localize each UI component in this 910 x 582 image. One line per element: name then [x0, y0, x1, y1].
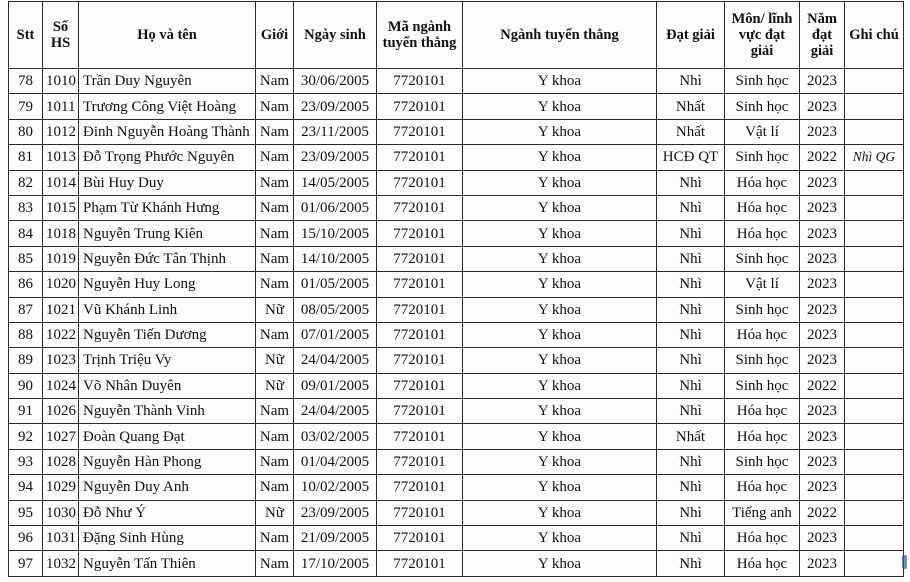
cell-ma-nganh: 7720101 [377, 551, 463, 576]
cell-so-hs: 1013 [43, 145, 79, 170]
cell-gioi: Nam [256, 119, 294, 144]
table-row [9, 424, 904, 449]
cell-ho-ten: Nguyễn Thành Vinh [79, 399, 256, 424]
cell-ghi-chu [845, 551, 904, 576]
cell-nganh: Y khoa [463, 145, 657, 170]
cell-so-hs: 1029 [43, 475, 79, 500]
cell-ma-nganh: 7720101 [377, 449, 463, 474]
cell-nganh: Y khoa [463, 322, 657, 347]
cell-nganh: Y khoa [463, 399, 657, 424]
cell-nganh: Y khoa [463, 475, 657, 500]
cell-ma-nganh: 7720101 [377, 373, 463, 398]
cell-nganh: Y khoa [463, 69, 657, 94]
cell-ma-nganh: 7720101 [377, 526, 463, 551]
cell-ghi-chu [845, 373, 904, 398]
table-row [9, 551, 904, 576]
cell-gioi: Nam [256, 399, 294, 424]
cell-ho-ten: Đỗ Như Ý [79, 500, 256, 525]
cell-ho-ten: Nguyễn Duy Anh [79, 475, 256, 500]
cell-dat-giai: Nhì [657, 272, 725, 297]
cell-ho-ten: Nguyễn Đức Tân Thịnh [79, 246, 256, 271]
cell-ho-ten: Bùi Huy Duy [79, 170, 256, 195]
cell-stt: 91 [9, 399, 43, 424]
cell-nam: 2023 [800, 399, 845, 424]
cell-ho-ten: Đinh Nguyễn Hoàng Thành [79, 119, 256, 144]
cell-so-hs: 1027 [43, 424, 79, 449]
cell-so-hs: 1019 [43, 246, 79, 271]
scan-edge-mark [902, 555, 907, 569]
cell-mon: Vật lí [725, 272, 800, 297]
cell-stt: 84 [9, 221, 43, 246]
cell-gioi: Nam [256, 69, 294, 94]
cell-so-hs: 1011 [43, 94, 79, 119]
cell-mon: Hóa học [725, 424, 800, 449]
cell-ngay-sinh: 23/09/2005 [294, 500, 377, 525]
cell-ngay-sinh: 15/10/2005 [294, 221, 377, 246]
cell-mon: Sinh học [725, 94, 800, 119]
cell-nam: 2023 [800, 119, 845, 144]
table-row [9, 475, 904, 500]
cell-nam: 2023 [800, 551, 845, 576]
cell-mon: Sinh học [725, 449, 800, 474]
cell-mon: Hóa học [725, 475, 800, 500]
cell-ho-ten: Trương Công Việt Hoàng [79, 94, 256, 119]
header-stt: Stt [9, 2, 43, 69]
cell-dat-giai: Nhì [657, 297, 725, 322]
cell-stt: 90 [9, 373, 43, 398]
header-gioi: Giới [256, 2, 294, 69]
cell-ngay-sinh: 09/01/2005 [294, 373, 377, 398]
cell-gioi: Nữ [256, 500, 294, 525]
cell-stt: 95 [9, 500, 43, 525]
cell-mon: Hóa học [725, 195, 800, 220]
cell-nam: 2022 [800, 500, 845, 525]
cell-ngay-sinh: 01/06/2005 [294, 195, 377, 220]
cell-ho-ten: Nguyễn Tiến Dương [79, 322, 256, 347]
cell-nam: 2023 [800, 272, 845, 297]
cell-nganh: Y khoa [463, 449, 657, 474]
cell-nam: 2023 [800, 221, 845, 246]
cell-ghi-chu [845, 475, 904, 500]
cell-nam: 2022 [800, 373, 845, 398]
cell-nam: 2023 [800, 69, 845, 94]
cell-ghi-chu [845, 449, 904, 474]
cell-ngay-sinh: 07/01/2005 [294, 322, 377, 347]
header-dat-giai: Đạt giải [657, 2, 725, 69]
cell-dat-giai: Nhì [657, 69, 725, 94]
cell-nam: 2022 [800, 145, 845, 170]
table-row [9, 246, 904, 271]
cell-ho-ten: Đoàn Quang Đạt [79, 424, 256, 449]
cell-ho-ten: Trần Duy Nguyên [79, 69, 256, 94]
cell-mon: Tiếng anh [725, 500, 800, 525]
cell-ghi-chu [845, 500, 904, 525]
cell-ma-nganh: 7720101 [377, 424, 463, 449]
cell-so-hs: 1020 [43, 272, 79, 297]
cell-ma-nganh: 7720101 [377, 221, 463, 246]
cell-nganh: Y khoa [463, 348, 657, 373]
cell-stt: 78 [9, 69, 43, 94]
cell-nganh: Y khoa [463, 170, 657, 195]
cell-gioi: Nam [256, 94, 294, 119]
cell-ghi-chu [845, 348, 904, 373]
cell-mon: Sinh học [725, 246, 800, 271]
cell-gioi: Nam [256, 145, 294, 170]
cell-stt: 93 [9, 449, 43, 474]
cell-mon: Sinh học [725, 297, 800, 322]
cell-ma-nganh: 7720101 [377, 195, 463, 220]
cell-ghi-chu [845, 119, 904, 144]
cell-mon: Hóa học [725, 526, 800, 551]
table-row [9, 526, 904, 551]
header-so-hs: Số HS [43, 2, 79, 69]
cell-gioi: Nam [256, 170, 294, 195]
cell-ho-ten: Đỗ Trọng Phước Nguyên [79, 145, 256, 170]
table-row [9, 322, 904, 347]
header-mon: Môn/ lĩnh vực đạt giải [725, 2, 800, 69]
cell-nam: 2023 [800, 322, 845, 347]
cell-gioi: Nam [256, 475, 294, 500]
cell-ma-nganh: 7720101 [377, 322, 463, 347]
header-nam: Năm đạt giải [800, 2, 845, 69]
cell-nganh: Y khoa [463, 195, 657, 220]
cell-so-hs: 1018 [43, 221, 79, 246]
cell-nam: 2023 [800, 246, 845, 271]
cell-ma-nganh: 7720101 [377, 246, 463, 271]
cell-ho-ten: Nguyễn Trung Kiên [79, 221, 256, 246]
cell-ma-nganh: 7720101 [377, 297, 463, 322]
cell-gioi: Nam [256, 322, 294, 347]
cell-nam: 2023 [800, 449, 845, 474]
cell-dat-giai: Nhì [657, 449, 725, 474]
cell-so-hs: 1012 [43, 119, 79, 144]
cell-gioi: Nam [256, 246, 294, 271]
cell-stt: 79 [9, 94, 43, 119]
cell-ghi-chu [845, 221, 904, 246]
cell-dat-giai: Nhì [657, 348, 725, 373]
table-row [9, 500, 904, 525]
table-row [9, 195, 904, 220]
cell-dat-giai: Nhì [657, 221, 725, 246]
cell-stt: 85 [9, 246, 43, 271]
cell-ngay-sinh: 30/06/2005 [294, 69, 377, 94]
cell-ngay-sinh: 08/05/2005 [294, 297, 377, 322]
cell-ghi-chu [845, 94, 904, 119]
cell-stt: 94 [9, 475, 43, 500]
cell-so-hs: 1021 [43, 297, 79, 322]
cell-nam: 2023 [800, 424, 845, 449]
cell-ghi-chu [845, 526, 904, 551]
cell-nam: 2023 [800, 94, 845, 119]
cell-dat-giai: Nhì [657, 195, 725, 220]
cell-nam: 2023 [800, 348, 845, 373]
cell-ma-nganh: 7720101 [377, 94, 463, 119]
cell-ma-nganh: 7720101 [377, 69, 463, 94]
cell-gioi: Nữ [256, 297, 294, 322]
cell-dat-giai: HCĐ QT [657, 145, 725, 170]
cell-ghi-chu [845, 195, 904, 220]
cell-ho-ten: Nguyễn Huy Long [79, 272, 256, 297]
cell-dat-giai: Nhì [657, 551, 725, 576]
cell-ngay-sinh: 17/10/2005 [294, 551, 377, 576]
cell-gioi: Nam [256, 424, 294, 449]
cell-gioi: Nữ [256, 373, 294, 398]
cell-dat-giai: Nhì [657, 526, 725, 551]
cell-stt: 80 [9, 119, 43, 144]
table-row [9, 348, 904, 373]
cell-ngay-sinh: 24/04/2005 [294, 348, 377, 373]
table-row [9, 145, 904, 170]
cell-ngay-sinh: 21/09/2005 [294, 526, 377, 551]
cell-so-hs: 1024 [43, 373, 79, 398]
cell-dat-giai: Nhất [657, 94, 725, 119]
table-row [9, 119, 904, 144]
cell-gioi: Nam [256, 221, 294, 246]
cell-nganh: Y khoa [463, 272, 657, 297]
cell-ghi-chu [845, 322, 904, 347]
cell-nganh: Y khoa [463, 297, 657, 322]
cell-ngay-sinh: 23/09/2005 [294, 94, 377, 119]
cell-so-hs: 1015 [43, 195, 79, 220]
cell-nganh: Y khoa [463, 246, 657, 271]
cell-mon: Hóa học [725, 551, 800, 576]
cell-stt: 81 [9, 145, 43, 170]
cell-dat-giai: Nhất [657, 119, 725, 144]
cell-ngay-sinh: 14/10/2005 [294, 246, 377, 271]
cell-ma-nganh: 7720101 [377, 145, 463, 170]
table-row [9, 221, 904, 246]
table-body [9, 69, 904, 577]
cell-so-hs: 1031 [43, 526, 79, 551]
cell-so-hs: 1032 [43, 551, 79, 576]
cell-gioi: Nam [256, 272, 294, 297]
cell-nganh: Y khoa [463, 424, 657, 449]
header-row [9, 2, 904, 69]
cell-ghi-chu [845, 424, 904, 449]
cell-ghi-chu [845, 69, 904, 94]
cell-nganh: Y khoa [463, 119, 657, 144]
cell-ngay-sinh: 24/04/2005 [294, 399, 377, 424]
cell-ma-nganh: 7720101 [377, 399, 463, 424]
table-row [9, 69, 904, 94]
cell-stt: 87 [9, 297, 43, 322]
cell-ngay-sinh: 23/09/2005 [294, 145, 377, 170]
cell-mon: Sinh học [725, 69, 800, 94]
table-row [9, 297, 904, 322]
cell-nam: 2023 [800, 297, 845, 322]
table-row [9, 94, 904, 119]
cell-ngay-sinh: 14/05/2005 [294, 170, 377, 195]
cell-ho-ten: Nguyễn Tấn Thiên [79, 551, 256, 576]
cell-dat-giai: Nhì [657, 322, 725, 347]
cell-ho-ten: Võ Nhân Duyên [79, 373, 256, 398]
cell-ma-nganh: 7720101 [377, 475, 463, 500]
cell-nganh: Y khoa [463, 221, 657, 246]
cell-nam: 2023 [800, 195, 845, 220]
cell-ngay-sinh: 03/02/2005 [294, 424, 377, 449]
cell-dat-giai: Nhì [657, 373, 725, 398]
cell-gioi: Nam [256, 526, 294, 551]
cell-ngay-sinh: 10/02/2005 [294, 475, 377, 500]
cell-ho-ten: Phạm Từ Khánh Hưng [79, 195, 256, 220]
cell-so-hs: 1022 [43, 322, 79, 347]
cell-ma-nganh: 7720101 [377, 272, 463, 297]
cell-stt: 82 [9, 170, 43, 195]
cell-mon: Vật lí [725, 119, 800, 144]
table-row [9, 399, 904, 424]
cell-ho-ten: Đặng Sinh Hùng [79, 526, 256, 551]
cell-stt: 92 [9, 424, 43, 449]
cell-ho-ten: Nguyễn Hàn Phong [79, 449, 256, 474]
cell-nganh: Y khoa [463, 94, 657, 119]
cell-stt: 96 [9, 526, 43, 551]
table-header [9, 2, 904, 69]
header-ma-nganh: Mã ngành tuyển thẳng [377, 2, 463, 69]
cell-so-hs: 1028 [43, 449, 79, 474]
cell-gioi: Nam [256, 551, 294, 576]
cell-ngay-sinh: 01/04/2005 [294, 449, 377, 474]
cell-dat-giai: Nhì [657, 500, 725, 525]
cell-ghi-chu [845, 297, 904, 322]
header-ho-ten: Họ và tên [79, 2, 256, 69]
cell-nam: 2023 [800, 170, 845, 195]
cell-stt: 89 [9, 348, 43, 373]
cell-nganh: Y khoa [463, 526, 657, 551]
cell-gioi: Nam [256, 195, 294, 220]
cell-ho-ten: Trịnh Triệu Vy [79, 348, 256, 373]
cell-gioi: Nữ [256, 348, 294, 373]
cell-mon: Hóa học [725, 399, 800, 424]
header-nganh: Ngành tuyển thẳng [463, 2, 657, 69]
cell-mon: Hóa học [725, 170, 800, 195]
cell-ma-nganh: 7720101 [377, 348, 463, 373]
cell-ghi-chu: Nhì QG [845, 145, 904, 170]
cell-so-hs: 1014 [43, 170, 79, 195]
cell-nganh: Y khoa [463, 373, 657, 398]
cell-mon: Hóa học [725, 322, 800, 347]
cell-ghi-chu [845, 272, 904, 297]
cell-so-hs: 1010 [43, 69, 79, 94]
header-ghi-chu: Ghi chú [845, 2, 904, 69]
cell-so-hs: 1030 [43, 500, 79, 525]
table-row [9, 373, 904, 398]
cell-mon: Sinh học [725, 348, 800, 373]
cell-stt: 83 [9, 195, 43, 220]
cell-ghi-chu [845, 170, 904, 195]
cell-dat-giai: Nhì [657, 399, 725, 424]
cell-ma-nganh: 7720101 [377, 170, 463, 195]
cell-ma-nganh: 7720101 [377, 119, 463, 144]
cell-mon: Sinh học [725, 373, 800, 398]
table-row [9, 272, 904, 297]
cell-so-hs: 1023 [43, 348, 79, 373]
cell-nganh: Y khoa [463, 500, 657, 525]
table-row [9, 449, 904, 474]
cell-ho-ten: Vũ Khánh Linh [79, 297, 256, 322]
cell-nam: 2023 [800, 526, 845, 551]
cell-dat-giai: Nhất [657, 424, 725, 449]
cell-stt: 88 [9, 322, 43, 347]
cell-so-hs: 1026 [43, 399, 79, 424]
cell-stt: 86 [9, 272, 43, 297]
cell-gioi: Nam [256, 449, 294, 474]
cell-dat-giai: Nhì [657, 246, 725, 271]
cell-ma-nganh: 7720101 [377, 500, 463, 525]
cell-ngay-sinh: 01/05/2005 [294, 272, 377, 297]
cell-ngay-sinh: 23/11/2005 [294, 119, 377, 144]
cell-mon: Hóa học [725, 221, 800, 246]
cell-ghi-chu [845, 246, 904, 271]
table-row [9, 170, 904, 195]
cell-mon: Sinh học [725, 145, 800, 170]
student-table [8, 1, 904, 577]
cell-nganh: Y khoa [463, 551, 657, 576]
cell-nam: 2023 [800, 475, 845, 500]
cell-ghi-chu [845, 399, 904, 424]
header-ngay-sinh: Ngày sinh [294, 2, 377, 69]
cell-stt: 97 [9, 551, 43, 576]
cell-dat-giai: Nhì [657, 475, 725, 500]
cell-dat-giai: Nhì [657, 170, 725, 195]
